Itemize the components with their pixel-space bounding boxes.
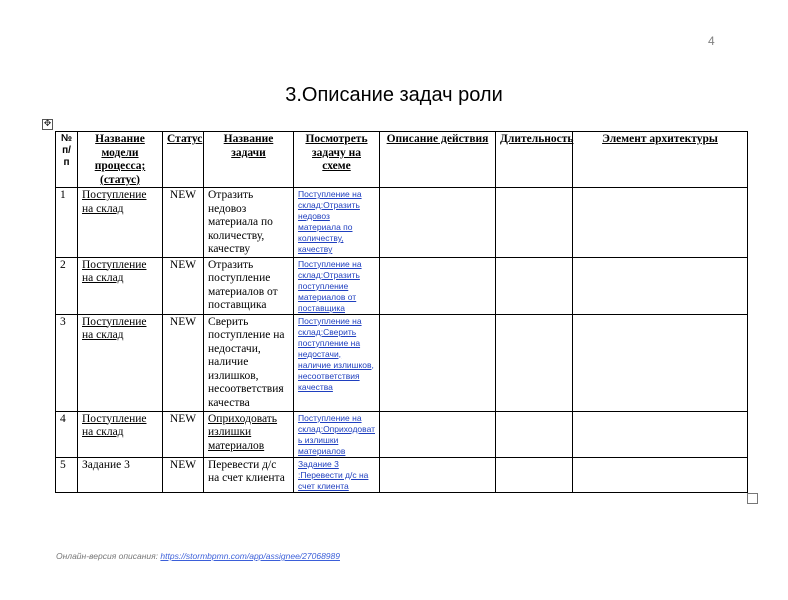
page-number: 4 (708, 34, 715, 48)
cell-architecture (573, 188, 748, 258)
table-row (56, 314, 748, 411)
header-duration: Длительность (496, 132, 573, 188)
cell-action (380, 257, 496, 314)
section-heading: 3.Описание задач роли (285, 84, 503, 106)
cell-view (294, 314, 380, 411)
header-view: Посмотреть задачу на схеме (294, 132, 380, 188)
task-scheme-link[interactable]: Поступление на склад:Сверить поступление на недостачи, наличие излишков, несоответствия качества (298, 315, 374, 392)
cell-num: 2 (56, 257, 78, 314)
cell-duration (496, 314, 573, 411)
table-row (56, 188, 748, 258)
table-move-handle-icon[interactable]: ✥ (43, 119, 52, 129)
task-scheme-link[interactable]: Задание 3 :Перевести д/с на счет клиента (298, 458, 369, 491)
cell-model: Поступление на склад (78, 257, 163, 314)
cell-task: Отразить недовоз материала по количеству, качеству (204, 188, 294, 258)
cell-duration (496, 411, 573, 457)
cell-view (294, 457, 380, 492)
table-row (56, 411, 748, 457)
cell-task: Оприходовать излишки материалов (204, 411, 294, 457)
cell-num: 3 (56, 314, 78, 411)
cell-task: Перевести д/с на счет клиента (204, 457, 294, 492)
cell-architecture (573, 257, 748, 314)
header-status: Статус (163, 132, 204, 188)
cell-action (380, 188, 496, 258)
cell-model: Поступление на склад (78, 411, 163, 457)
table-header-row (56, 132, 748, 188)
cell-num: 1 (56, 188, 78, 258)
role-tasks-table (55, 131, 748, 493)
header-num: № п/п (56, 132, 78, 188)
cell-architecture (573, 411, 748, 457)
cell-architecture (573, 314, 748, 411)
header-action: Описание действия (380, 132, 496, 188)
cell-view (294, 411, 380, 457)
header-model: Название модели процесса; (статус) (78, 132, 163, 188)
task-scheme-link[interactable]: Поступление на склад:Оприходовать излишки материалов (298, 412, 375, 456)
cell-duration (496, 188, 573, 258)
cell-duration (496, 457, 573, 492)
cell-num: 4 (56, 411, 78, 457)
online-version-footer (56, 551, 340, 561)
cell-status: NEW (163, 314, 204, 411)
task-scheme-link[interactable]: Поступление на склад:Отразить недовоз материала по количеству, качеству (298, 189, 362, 254)
cell-model: Задание 3 (78, 457, 163, 492)
cell-status: NEW (163, 257, 204, 314)
cell-model: Поступление на склад (78, 188, 163, 258)
cell-action (380, 411, 496, 457)
online-version-link[interactable]: https://stormbpmn.com/app/assignee/27068989 (160, 551, 340, 561)
cell-task: Отразить поступление материалов от поставщика (204, 257, 294, 314)
cell-model: Поступление на склад (78, 314, 163, 411)
header-task: Название задачи (204, 132, 294, 188)
cell-architecture (573, 457, 748, 492)
table-row (56, 257, 748, 314)
cell-action (380, 457, 496, 492)
cell-duration (496, 257, 573, 314)
table-resize-handle[interactable] (747, 493, 758, 504)
cell-view (294, 188, 380, 258)
header-architecture: Элемент архитектуры (573, 132, 748, 188)
cell-action (380, 314, 496, 411)
cell-status: NEW (163, 188, 204, 258)
cell-status: NEW (163, 411, 204, 457)
task-scheme-link[interactable]: Поступление на склад:Отразить поступление материалов от поставщика (298, 258, 362, 313)
cell-view (294, 257, 380, 314)
cell-status: NEW (163, 457, 204, 492)
cell-task: Сверить поступление на недостачи, наличие излишков, несоответствия качества (204, 314, 294, 411)
footer-label: Онлайн-версия описания: (56, 551, 161, 561)
table-row (56, 457, 748, 492)
cell-num: 5 (56, 457, 78, 492)
